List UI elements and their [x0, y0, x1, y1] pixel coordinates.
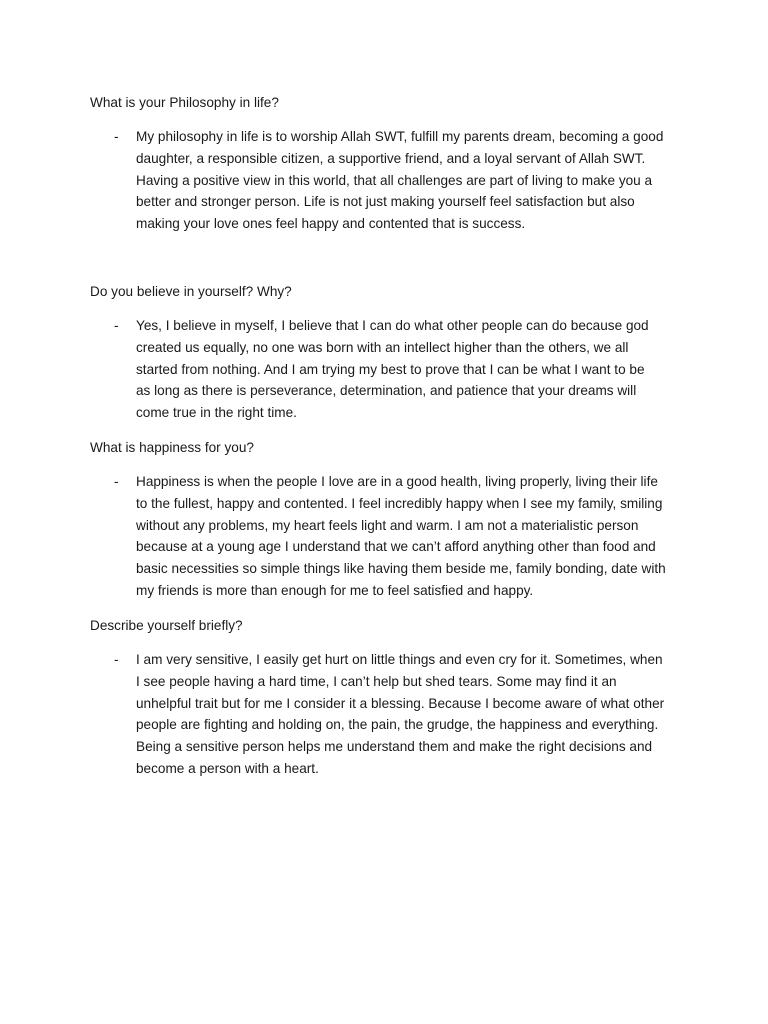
answer-philosophy: [90, 126, 690, 235]
question-describe: Describe yourself briefly?: [90, 618, 243, 633]
answer-line: unhelpful trait but for me I consider it a blessing. Because I become aware of what other: [136, 695, 665, 711]
answer-line: my friends is more than enough for me to feel satisfied and happy.: [136, 582, 534, 598]
answer-text: [136, 126, 686, 235]
answer-line: started from nothing. And I am trying my best to prove that I can be what I want to be: [136, 361, 645, 377]
answer-line: because at a young age I understand that we can’t afford anything other than food and: [136, 539, 656, 555]
answer-line: become a person with a heart.: [136, 760, 319, 776]
question-philosophy: What is your Philosophy in life?: [90, 95, 279, 110]
answer-line: making your love ones feel happy and contented that is success.: [136, 216, 526, 232]
answer-text: [136, 315, 686, 424]
answer-line: without any problems, my heart feels light and warm. I am not a materialistic person: [136, 517, 639, 533]
answer-line: daughter, a responsible citizen, a supportive friend, and a loyal servant of Allah SWT.: [136, 150, 646, 166]
answer-line: created us equally, no one was born with an intellect higher than the others, we all: [136, 339, 629, 355]
question-believe: Do you believe in yourself? Why?: [90, 284, 292, 299]
answer-line: come true in the right time.: [136, 405, 297, 421]
answer-line: I see people having a hard time, I can’t help but shed tears. Some may find it an: [136, 673, 617, 689]
answer-line: Happiness is when the people I love are in a good health, living properly, living their life: [136, 474, 658, 489]
list-bullet: -: [114, 318, 119, 333]
list-bullet: -: [114, 129, 119, 144]
answer-line: as long as there is perseverance, determination, and patience that your dreams will: [136, 383, 637, 399]
answer-line: basic necessities so simple things like having them beside me, family bonding, date with: [136, 561, 666, 577]
answer-line: Having a positive view in this world, that all challenges are part of living to make you a: [136, 172, 653, 188]
answer-believe: [90, 315, 690, 424]
answer-line: My philosophy in life is to worship Allah SWT, fulfill my parents dream, becoming a good: [136, 129, 664, 144]
list-bullet: -: [114, 652, 119, 667]
answer-line: people are fighting and holding on, the pain, the grudge, the happiness and everything.: [136, 717, 659, 733]
answer-happiness: [90, 471, 690, 602]
answer-describe: [90, 649, 690, 780]
question-happiness: What is happiness for you?: [90, 440, 254, 455]
list-bullet: -: [114, 474, 119, 489]
answer-line: Being a sensitive person helps me understand them and make the right decisions and: [136, 739, 653, 755]
answer-text: [136, 649, 686, 780]
answer-line: to the fullest, happy and contented. I feel incredibly happy when I see my family, smiling: [136, 495, 663, 511]
answer-line: I am very sensitive, I easily get hurt on little things and even cry for it. Sometimes, when: [136, 652, 663, 667]
answer-line: Yes, I believe in myself, I believe that I can do what other people can do because god: [136, 318, 649, 333]
answer-text: [136, 471, 686, 602]
answer-line: better and stronger person. Life is not just making yourself feel satisfaction but also: [136, 194, 635, 210]
